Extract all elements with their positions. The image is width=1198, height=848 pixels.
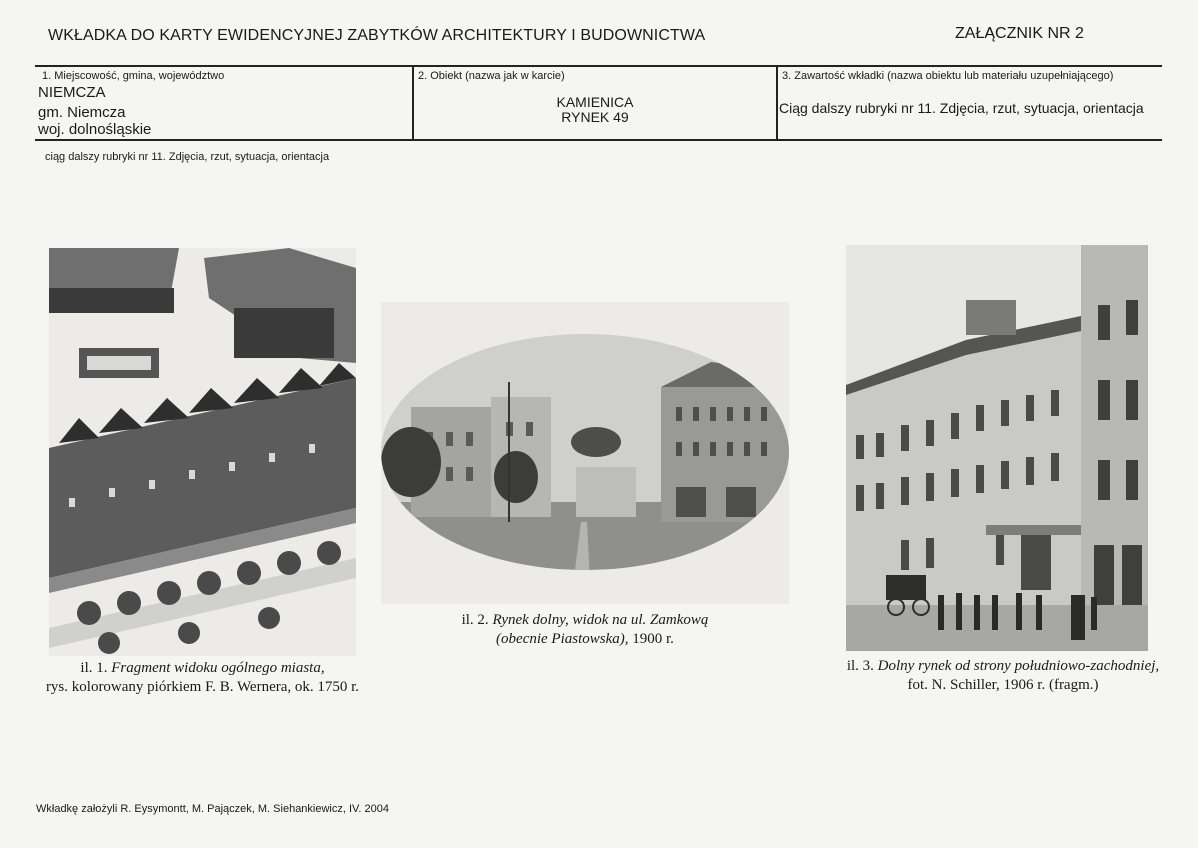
document-title: WKŁADKA DO KARTY EWIDENCYJNEJ ZABYTKÓW ARCHITEKTURY I BUDOWNICTWA <box>48 27 706 44</box>
section-subnote: ciąg dalszy rubryki nr 11. Zdjęcia, rzut, sytuacja, orientacja <box>45 151 330 163</box>
authors-footer: Wkładkę założyli R. Eysymontt, M. Pajączek, M. Siehankiewicz, IV. 2004 <box>36 803 389 815</box>
location-label: 1. Miejscowość, gmina, województwo <box>42 70 225 82</box>
figure-1-title: Fragment widoku ogólnego miasta, <box>111 660 325 676</box>
location-commune: gm. Niemcza <box>38 104 126 121</box>
object-name: KAMIENICA <box>556 94 634 110</box>
contents-value: Ciąg dalszy rubryki nr 11. Zdjęcia, rzut, sytuacja, orientacja <box>779 100 1144 116</box>
figure-2-image <box>381 302 789 604</box>
form-top-rule <box>35 65 1162 67</box>
figure-3-credit: fot. N. Schiller, 1906 r. (fragm.) <box>907 677 1099 693</box>
figure-1-image <box>49 248 356 656</box>
figure-2-date: 1900 r. <box>632 631 674 647</box>
figure-1-prefix: il. 1. <box>80 660 108 676</box>
annex-number: ZAŁĄCZNIK NR 2 <box>955 25 1084 42</box>
figure-3-prefix: il. 3. <box>846 658 874 674</box>
figure-3-image <box>846 245 1148 651</box>
location-voivodeship: woj. dolnośląskie <box>38 121 152 138</box>
figure-1-caption <box>20 659 385 697</box>
figure-2-caption <box>400 611 770 649</box>
object-label: 2. Obiekt (nazwa jak w karcie) <box>418 70 565 82</box>
location-town: NIEMCZA <box>38 84 106 101</box>
object-address: RYNEK 49 <box>561 109 629 125</box>
cell-divider-2 <box>776 66 778 140</box>
contents-label: 3. Zawartość wkładki (nazwa obiektu lub materiału uzupełniającego) <box>782 70 1114 82</box>
figure-3-caption <box>828 657 1178 695</box>
figure-2-prefix: il. 2. <box>461 612 489 628</box>
figure-2-title: Rynek dolny, widok na ul. Zamkową <box>492 612 709 628</box>
figure-1-credit: rys. kolorowany piórkiem F. B. Wernera, ok. 1750 r. <box>45 679 360 695</box>
figure-3-title: Dolny rynek od strony południowo-zachodniej, <box>877 658 1160 674</box>
form-bottom-rule <box>35 139 1162 141</box>
figure-2-title-cont: (obecnie Piastowska), <box>496 631 629 647</box>
